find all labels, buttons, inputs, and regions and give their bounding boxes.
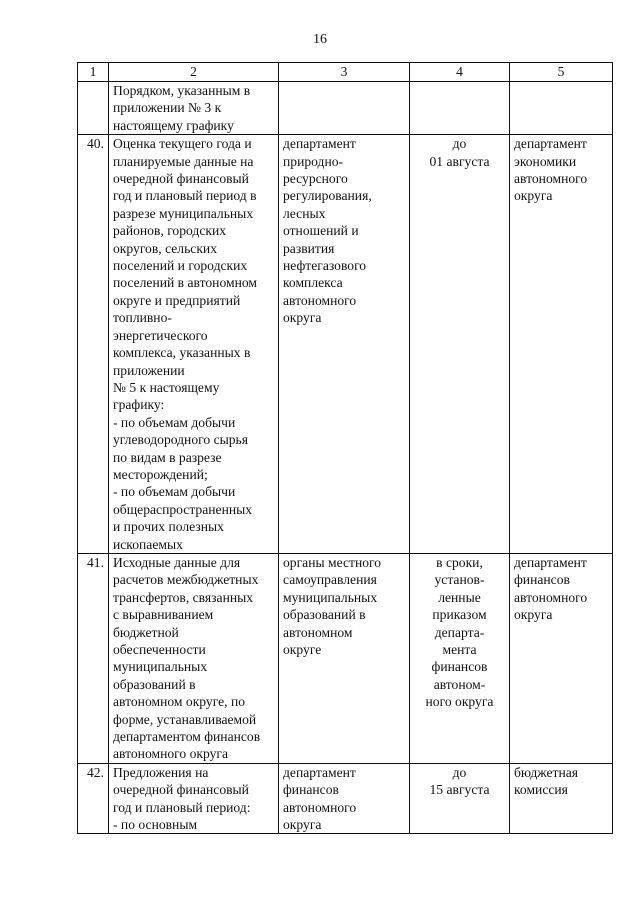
cell-responsible <box>279 82 410 135</box>
page-number: 16 <box>313 32 327 47</box>
cell-line: и прочих полезных <box>113 519 224 535</box>
cell-line: округа <box>514 607 553 623</box>
cell-line: год и плановый период: <box>113 799 251 815</box>
cell-line: округа <box>514 188 553 204</box>
cell-line: обеспеченности <box>113 642 206 657</box>
cell-line: районов, городских <box>113 223 227 239</box>
cell-line: департаментом финансов <box>113 729 261 745</box>
table-row <box>78 553 613 763</box>
cell-line: департамент <box>514 554 587 570</box>
cell-line: экономики <box>514 153 577 169</box>
cell-responsible <box>279 763 410 834</box>
cell-line: округе и предприятий <box>113 292 241 308</box>
cell-description <box>109 553 279 763</box>
cell-responsible <box>279 135 410 554</box>
cell-line: ленные <box>438 589 481 605</box>
header-col-3: 3 <box>279 63 410 82</box>
header-col-5: 5 <box>510 63 613 82</box>
cell-description <box>109 135 279 554</box>
cell-line: финансов <box>431 659 488 675</box>
cell-line: № 5 к настоящему <box>113 379 220 395</box>
cell-line: департа- <box>434 624 485 640</box>
cell-line: разрезе муниципальных <box>113 205 254 221</box>
cell-line: автономного округа <box>113 746 229 762</box>
cell-line: энергетического <box>113 327 208 343</box>
header-col-4: 4 <box>410 63 510 82</box>
cell-line: Исходные данные для <box>113 554 241 570</box>
cell-line: нефтегазового <box>283 258 367 274</box>
cell-recipient <box>510 135 613 554</box>
cell-line: углеводородного сырья <box>113 432 248 448</box>
cell-line: автономного <box>514 589 588 605</box>
cell-line: с выравниванием <box>113 607 214 623</box>
cell-line: приложении <box>113 362 185 378</box>
cell-line: автономном <box>283 624 353 640</box>
cell-line: мента <box>442 642 477 657</box>
cell-line: графику: <box>113 397 165 413</box>
cell-line: общераспространенных <box>113 501 253 517</box>
cell-recipient <box>510 763 613 834</box>
row-number: 40. <box>78 135 109 554</box>
cell-line: лесных <box>283 205 326 221</box>
cell-line: образований в <box>113 676 196 692</box>
table-header-row <box>78 63 613 82</box>
cell-line: комплекса <box>283 275 343 291</box>
cell-line: регулирования, <box>283 188 372 204</box>
cell-line: отношений и <box>283 223 359 239</box>
cell-line: год и плановый период в <box>113 188 257 204</box>
cell-line: округов, сельских <box>113 240 217 256</box>
cell-line: установ- <box>434 572 485 588</box>
cell-line: ного округа <box>425 694 494 710</box>
cell-line: автономного <box>283 799 357 815</box>
cell-line: Оценка текущего года и <box>113 136 252 152</box>
cell-line: очередной финансовый <box>113 782 249 798</box>
cell-line: финансов <box>514 572 570 588</box>
cell-line: 15 августа <box>429 782 490 798</box>
cell-description <box>109 82 279 135</box>
cell-description <box>109 763 279 834</box>
cell-line: автономном округе, по <box>113 694 246 710</box>
table-body <box>78 82 613 834</box>
cell-responsible <box>279 553 410 763</box>
cell-line: комиссия <box>514 782 568 798</box>
cell-line: автономного <box>283 292 357 308</box>
cell-line: форме, устанавливаемой <box>113 711 257 727</box>
cell-line: ресурсного <box>283 171 348 187</box>
cell-line: топливно- <box>113 310 172 326</box>
cell-deadline <box>410 82 510 135</box>
cell-line: финансов <box>283 782 339 798</box>
schedule-table <box>77 62 613 834</box>
cell-recipient <box>510 82 613 135</box>
cell-line: муниципальных <box>113 659 208 675</box>
cell-deadline <box>410 135 510 554</box>
cell-line: округе <box>283 642 322 657</box>
cell-line: - по объемам добычи <box>113 414 236 430</box>
row-number: 42. <box>78 763 109 834</box>
cell-line: - по основным <box>113 817 198 833</box>
cell-line: департамент <box>514 136 587 152</box>
cell-line: расчетов межбюджетных <box>113 572 259 588</box>
cell-line: Предложения на <box>113 764 209 780</box>
cell-line: органы местного <box>283 554 382 570</box>
cell-line: бюджетной <box>113 624 179 640</box>
cell-line: 01 августа <box>429 153 490 169</box>
cell-line: Порядком, указанным в <box>113 83 251 98</box>
cell-line: поселений в автономном <box>113 275 258 291</box>
cell-line: настоящему графику <box>113 117 234 133</box>
cell-line: департамент <box>283 764 356 780</box>
cell-line: округа <box>283 310 322 326</box>
cell-line: очередной финансовый <box>113 171 249 187</box>
cell-line: в сроки, <box>436 554 483 570</box>
cell-deadline <box>410 553 510 763</box>
cell-line: - по объемам добычи <box>113 484 236 500</box>
row-number: 41. <box>78 553 109 763</box>
cell-line: комплекса, указанных в <box>113 345 251 361</box>
cell-line: приказом <box>432 607 487 623</box>
cell-line: департамент <box>283 136 356 152</box>
cell-deadline <box>410 763 510 834</box>
cell-line: природно- <box>283 153 344 169</box>
cell-line: округа <box>283 817 322 833</box>
cell-line: муниципальных <box>283 589 378 605</box>
table-row <box>78 135 613 554</box>
cell-line: по видам в разрезе <box>113 449 222 465</box>
cell-line: ископаемых <box>113 536 183 552</box>
row-number <box>78 82 109 135</box>
cell-line: автономного <box>514 171 588 187</box>
cell-line: самоуправления <box>283 572 377 588</box>
cell-line: бюджетная <box>514 764 579 780</box>
cell-line: развития <box>283 240 335 256</box>
cell-line: образований в <box>283 607 366 623</box>
cell-line: приложении № 3 к <box>113 100 222 116</box>
header-col-2: 2 <box>109 63 279 82</box>
cell-recipient <box>510 553 613 763</box>
cell-line: до <box>452 764 467 780</box>
table-row <box>78 763 613 834</box>
table-row <box>78 82 613 135</box>
header-col-1: 1 <box>78 63 109 82</box>
cell-line: месторождений; <box>113 466 208 482</box>
cell-line: поселений и городских <box>113 258 248 274</box>
cell-line: автоном- <box>433 676 486 692</box>
cell-line: до <box>452 136 467 152</box>
cell-line: трансфертов, связанных <box>113 589 254 605</box>
cell-line: планируемые данные на <box>113 153 254 169</box>
